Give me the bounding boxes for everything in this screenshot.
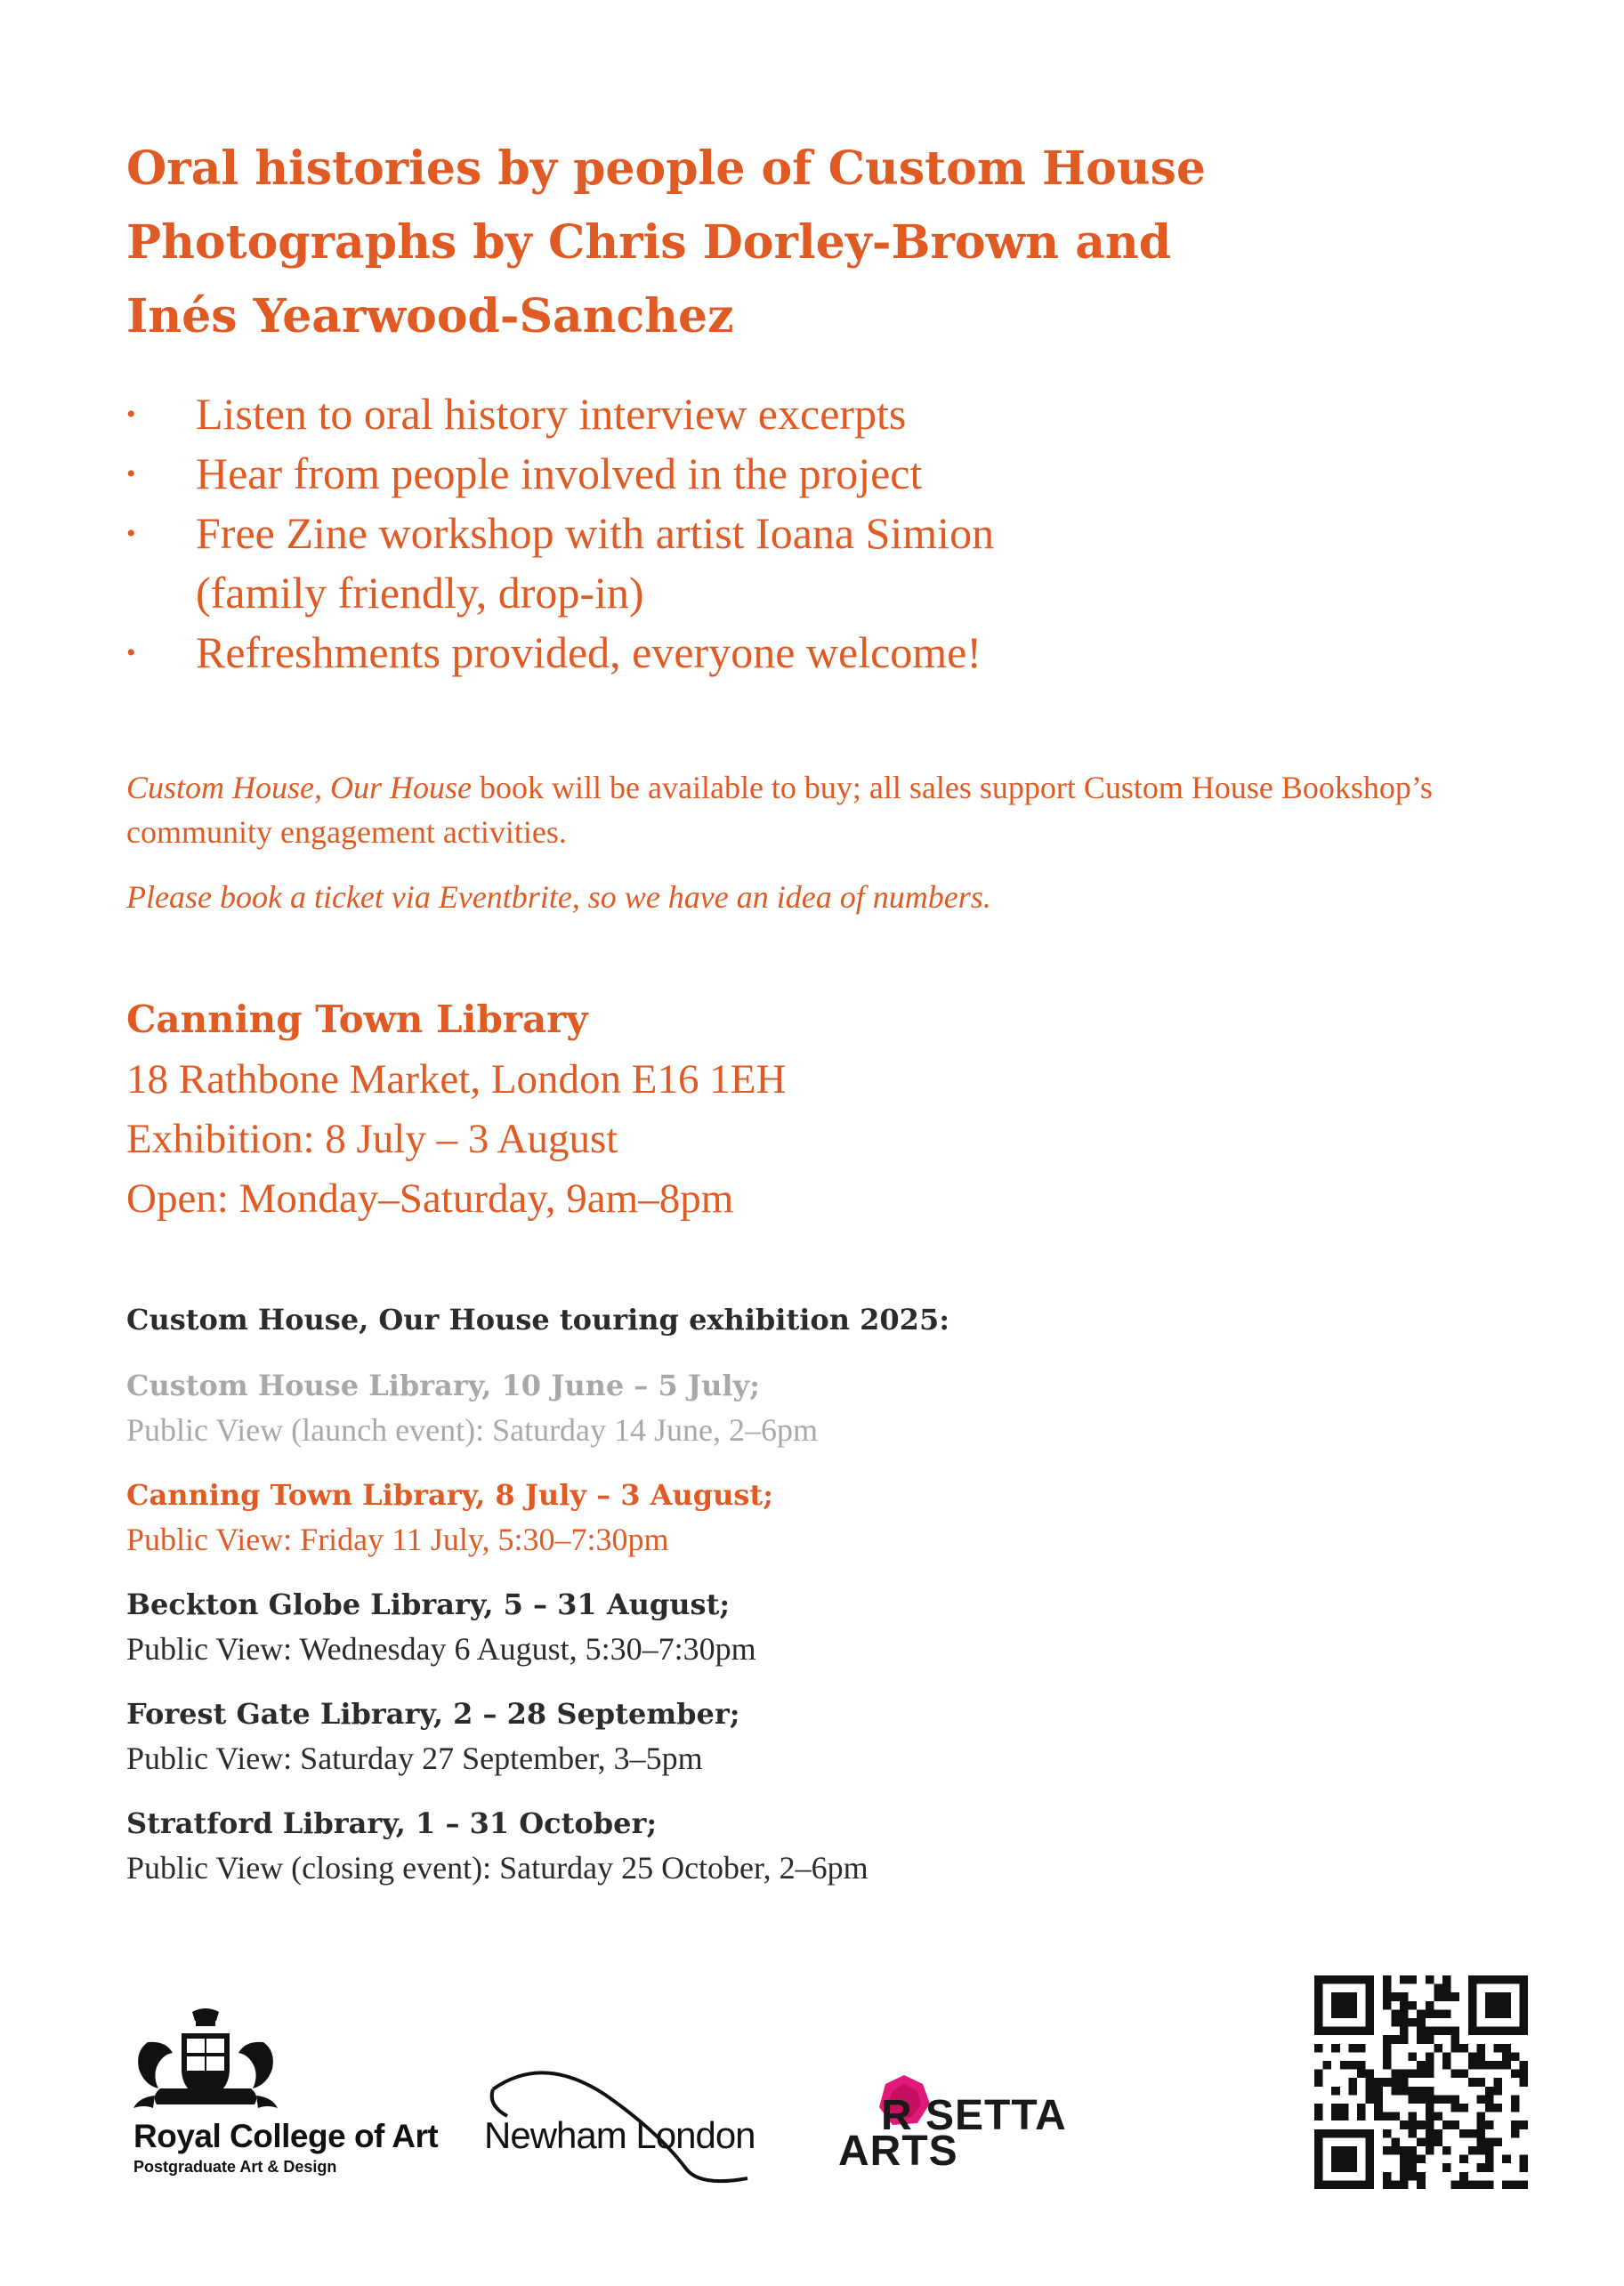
newham-text: Newham London [484, 2114, 755, 2156]
newham-logo [481, 2063, 783, 2187]
tour-stop-name: Stratford Library, 1 – 31 October; [126, 1806, 658, 1840]
venue-name: Canning Town Library [126, 998, 588, 1041]
tour-schedule [126, 1297, 949, 1910]
rca-subtitle: Postgraduate Art & Design [133, 2158, 337, 2176]
tour-stop-canning-town [126, 1473, 949, 1562]
tour-stop-name: Beckton Globe Library, 5 – 31 August; [126, 1587, 731, 1621]
book-note [126, 765, 1515, 854]
list-item-text: (family friendly, drop-in) [196, 568, 644, 618]
rca-name: Royal College of Art [133, 2118, 439, 2154]
tour-stop-beckton-globe [126, 1582, 949, 1671]
book-title: Custom House, Our House [126, 770, 473, 805]
exhibition-dates: Exhibition: 8 July – 3 August [126, 1116, 618, 1162]
activity-list [126, 384, 994, 683]
list-item [126, 384, 994, 444]
list-item [126, 504, 994, 563]
rosetta-arts-logo [838, 2073, 1105, 2180]
tour-stop-public-view: Public View: Friday 11 July, 5:30–7:30pm [126, 1522, 669, 1557]
tour-stop-name: Custom House Library, 10 June – 5 July; [126, 1369, 760, 1402]
bullet-icon: • [126, 459, 136, 489]
page-title [126, 132, 1206, 353]
tour-stop-name: Canning Town Library, 8 July – 3 August; [126, 1478, 773, 1512]
book-note-text: book will be available to buy; all sales support Custom House Bookshop’s community engagement activities. [126, 770, 1433, 850]
list-item [126, 444, 994, 504]
tour-stop-public-view: Public View (launch event): Saturday 14 June, 2–6pm [126, 1412, 819, 1448]
list-item-text: Hear from people involved in the project [196, 448, 923, 498]
tour-stop-forest-gate [126, 1692, 949, 1781]
qr-code-icon[interactable] [1314, 1975, 1528, 2189]
list-item-text: Free Zine workshop with artist Ioana Simion [196, 508, 995, 558]
venue-block [126, 990, 786, 1229]
title-line-1: Oral histories by people of Custom House [126, 141, 1206, 196]
title-line-2: Photographs by Chris Dorley-Brown and [126, 215, 1172, 270]
list-item-continuation [126, 563, 994, 623]
rosetta-wordmark-line-1: R SETTA [881, 2092, 1067, 2139]
opening-hours: Open: Monday–Saturday, 9am–8pm [126, 1175, 734, 1222]
list-item [126, 623, 994, 683]
tour-stop-stratford [126, 1801, 949, 1890]
list-item-text: Listen to oral history interview excerpts [196, 389, 907, 439]
rca-logo [130, 2007, 450, 2176]
tour-stop-custom-house [126, 1363, 949, 1452]
bullet-icon: • [126, 519, 136, 548]
rosetta-wordmark-line-2: ARTS [838, 2128, 958, 2175]
list-item-text: Refreshments provided, everyone welcome! [196, 627, 982, 677]
tour-stop-public-view: Public View: Wednesday 6 August, 5:30–7:30pm [126, 1631, 756, 1667]
tour-stop-name: Forest Gate Library, 2 – 28 September; [126, 1697, 740, 1731]
tour-stop-public-view: Public View (closing event): Saturday 25 October, 2–6pm [126, 1850, 869, 1886]
royal-crest-icon [130, 2007, 281, 2115]
title-line-3: Inés Yearwood-Sanchez [126, 289, 734, 343]
venue-address: 18 Rathbone Market, London E16 1EH [126, 1056, 787, 1103]
bullet-icon: • [126, 638, 136, 667]
tour-heading: Custom House, Our House touring exhibition 2025: [126, 1303, 950, 1337]
ticket-note: Please book a ticket via Eventbrite, so we have an idea of numbers. [126, 879, 991, 915]
tour-stop-public-view: Public View: Saturday 27 September, 3–5pm [126, 1741, 703, 1776]
bullet-icon: • [126, 400, 136, 429]
